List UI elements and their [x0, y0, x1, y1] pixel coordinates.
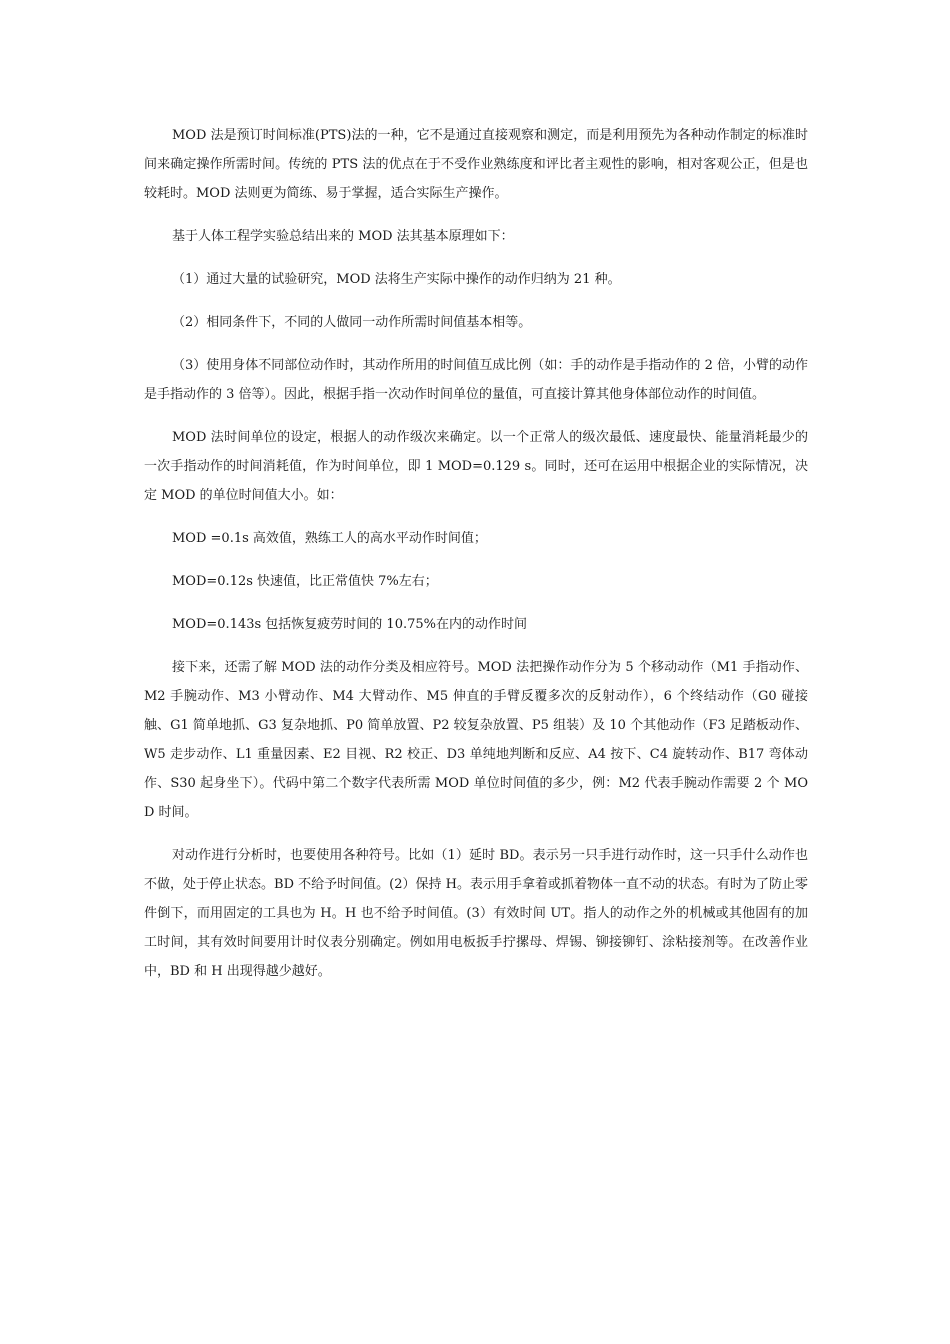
paragraph-principle-3: （3）使用身体不同部位动作时，其动作所用的时间值互成比例（如：手的动作是手指动作的 2 倍，小臂的动作是手指动作的 3 倍等）。因此，根据手指一次动作时间单位的量值，可直接计算其他身体部位动作的时间值。 — [144, 358, 808, 402]
document-page — [144, 121, 808, 1000]
paragraph-principle-2: （2）相同条件下，不同的人做同一动作所需时间值基本相等。 — [172, 315, 532, 330]
paragraph-action-classification: 接下来，还需了解 MOD 法的动作分类及相应符号。MOD 法把操作动作分为 5 个移动动作（M1 手指动作、M2 手腕动作、M3 小臂动作、M4 大臂动作、M5 伸直的手臂反覆多次的反射动作），6 个终结动作（G0 碰接触、G1 简单地抓、G3 复杂地抓、P0 简单放置、P2 较复杂放置、P5 组装）及 10 个其他动作（F3 足踏板动作、W5 走步动作、L1 重量因素、E2 目视、R2 校正、D3 单纯地判断和反应、A4 按下、C4 旋转动作、B17 弯体动作、S30 起身坐下）。代码中第二个数字代表所需 MOD 单位时间值的多少，例：M2 代表手腕动作需要 2 个 MOD 时间。 — [144, 660, 808, 820]
paragraph-principles-heading: 基于人体工程学实验总结出来的 MOD 法其基本原理如下： — [172, 229, 514, 244]
paragraph-principle-1: （1）通过大量的试验研究，MOD 法将生产实际中操作的动作归纳为 21 种。 — [172, 272, 621, 287]
paragraph-time-unit: MOD 法时间单位的设定，根据人的动作级次来确定。以一个正常人的级次最低、速度最快、能量消耗最少的一次手指动作的时间消耗值，作为时间单位，即 1 MOD=0.129 s。同时，还可在运用中根据企业的实际情况，决定 MOD 的单位时间值大小。如： — [144, 430, 808, 503]
paragraph-mod-fatigue: MOD=0.143s 包括恢复疲劳时间的 10.75%在内的动作时间 — [172, 617, 528, 632]
paragraph-mod-efficient: MOD =0.1s 高效值，熟练工人的高水平动作时间值； — [172, 531, 487, 546]
paragraph-symbols: 对动作进行分析时，也要使用各种符号。比如（1）延时 BD。表示另一只手进行动作时，这一只手什么动作也不做，处于停止状态。BD 不给予时间值。(2）保持 H。表示用手拿着或抓着物体一直不动的状态。有时为了防止零件倒下，而用固定的工具也为 H。H 也不给予时间值。(3）有效时间 UT。指人的动作之外的机械或其他固有的加工时间，其有效时间要用计时仪表分别确定。例如用电板扳手拧摞母、焊锡、铆接铆钉、涂粘接剂等。在改善作业中，BD 和 H 出现得越少越好。 — [144, 848, 808, 979]
paragraph-mod-fast: MOD=0.12s 快速值，比正常值快 7%左右； — [172, 574, 438, 589]
paragraph-intro: MOD 法是预订时间标准(PTS)法的一种，它不是通过直接观察和测定，而是利用预先为各种动作制定的标准时间来确定操作所需时间。传统的 PTS 法的优点在于不受作业熟练度和评比者主观性的影响，相对客观公正，但是也较耗时。MOD 法则更为简练、易于掌握，适合实际生产操作。 — [144, 128, 808, 201]
